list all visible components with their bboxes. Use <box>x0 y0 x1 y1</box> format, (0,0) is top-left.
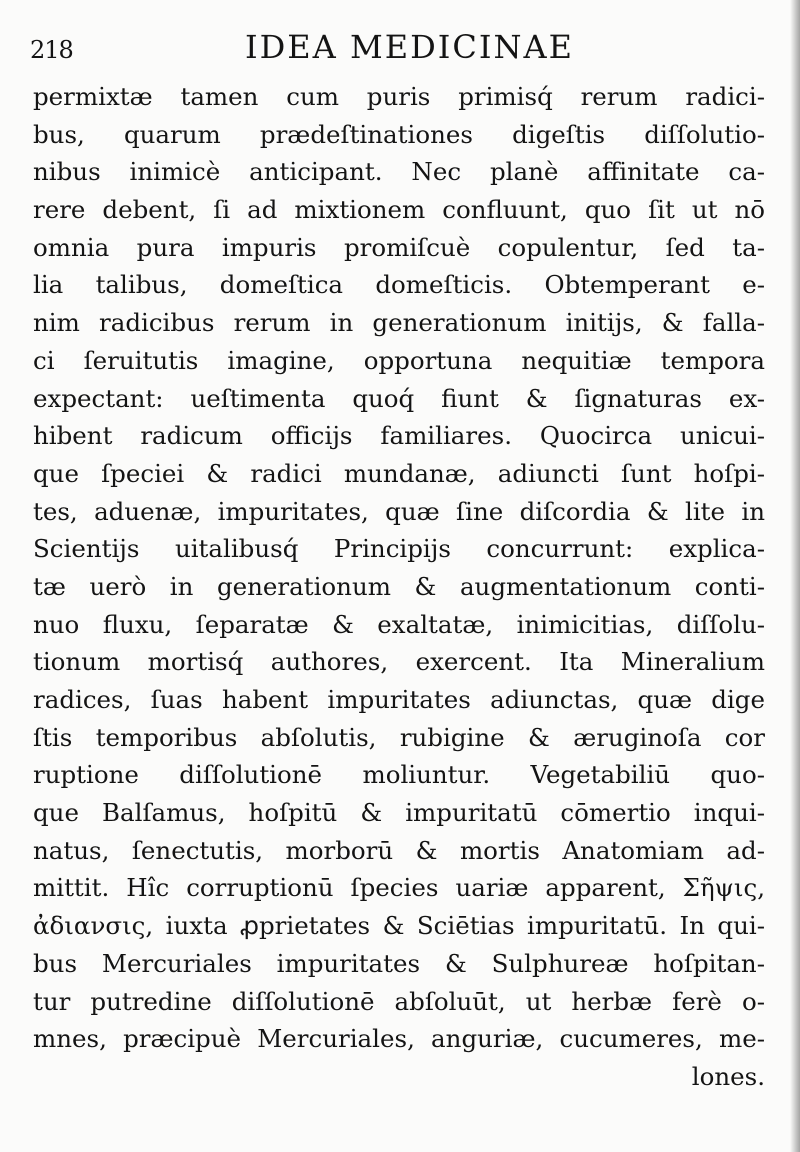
text-line: Scientijs uitalibusq́ Principijs concurrunt: explica- <box>33 534 765 564</box>
page-number: 218 <box>30 36 73 64</box>
text-line: hibent radicum officijs familiares. Quocirca unicui- <box>33 421 765 451</box>
text-line: radices, ſuas habent impuritates adiunctas, quæ dige <box>33 685 765 714</box>
text-line: mnes, præcipuè Mercuriales, anguriæ, cucumeres, me- <box>33 1024 765 1054</box>
text-line: ci ſeruitutis imagine, opportuna nequitiæ tempora <box>33 345 765 375</box>
text-line: ſtis temporibus abſolutis, rubigine & æruginoſa cor <box>33 722 765 752</box>
text-line: expectant: ueſtimenta quoq́ fiunt & ſignaturas ex- <box>33 383 765 413</box>
text-line: ruptione diſſolutionē moliuntur. Vegetabiliū quo- <box>33 760 765 790</box>
page-edge-shadow <box>790 0 800 1152</box>
text-line: nim radicibus rerum in generationum initijs, & falla- <box>33 308 765 338</box>
text-line: lones. <box>691 1061 765 1091</box>
text-line: bus Mercuriales impuritates & Sulphureæ hoſpitan- <box>33 948 765 978</box>
text-line: tes, aduenæ, impuritates, quæ ſine diſcordia & lite in <box>33 496 765 526</box>
text-line: nuo fluxu, ſeparatæ & exaltatæ, inimicitias, diſſolu- <box>33 609 765 639</box>
text-line: ἀδιανσις, iuxta ꝓprietates & Sciētias impuritatū. In qui- <box>33 911 765 941</box>
text-line: tæ uerò in generationum & augmentationum conti- <box>33 571 765 601</box>
text-line: tur putredine diſſolutionē abſoluūt, ut herbæ ferè o- <box>33 986 765 1016</box>
text-line: bus, quarum prædeſtinationes digeſtis diſſolutio- <box>33 119 765 149</box>
text-line: que ſpeciei & radici mundanæ, adiuncti ſunt hoſpi- <box>33 458 765 488</box>
text-line: omnia pura impuris promiſcuè copulentur, ſed ta- <box>33 232 765 262</box>
text-line: tionum mortisq́ authores, exercent. Ita Mineralium <box>33 647 765 677</box>
running-head: IDEA MEDICINAE <box>245 28 574 66</box>
body-text <box>33 78 765 1096</box>
text-line: natus, ſenectutis, morborū & mortis Anatomiam ad- <box>33 835 765 865</box>
text-line: que Balſamus, hoſpitū & impuritatū cōmertio inqui- <box>33 798 765 828</box>
text-line: rere debent, ſi ad mixtionem confluunt, quo ſit ut nō <box>33 195 765 225</box>
text-line: nibus inimicè anticipant. Nec planè affinitate ca- <box>33 157 765 187</box>
text-line: permixtæ tamen cum puris primisq́ rerum radici- <box>33 82 765 111</box>
text-line: lia talibus, domeſtica domeſticis. Obtemperant e- <box>33 270 765 300</box>
text-line: mittit. Hîc corruptionū ſpecies uariæ apparent, Σῆψις, <box>33 873 765 903</box>
